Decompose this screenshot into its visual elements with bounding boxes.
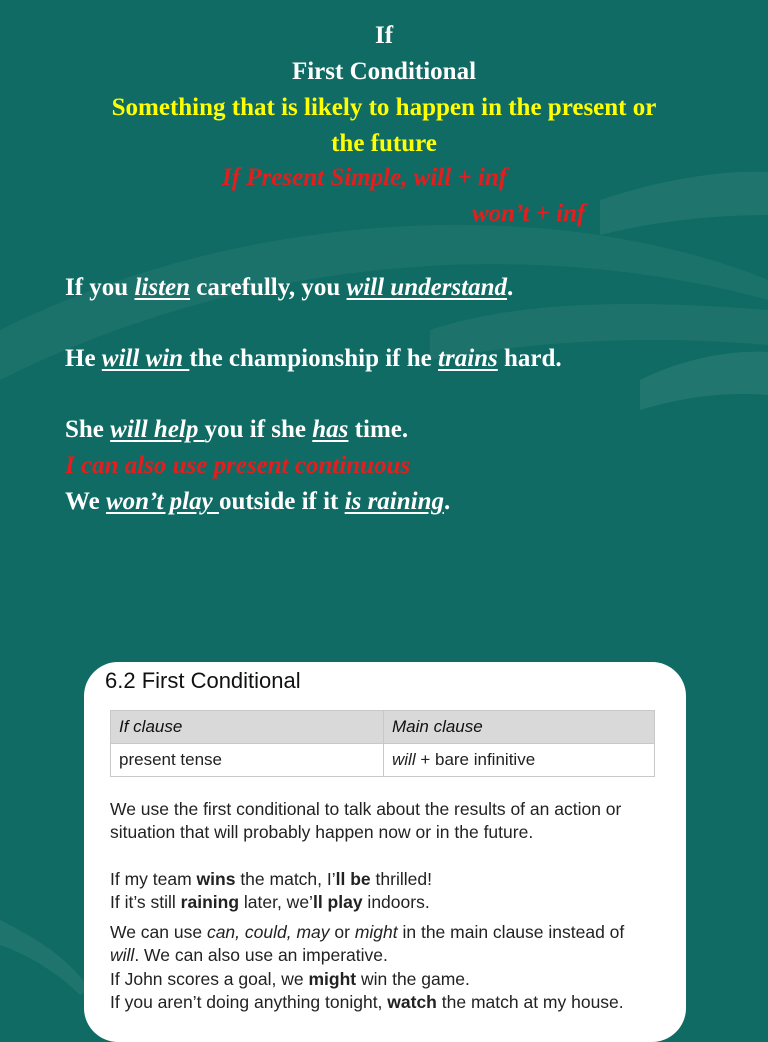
card-example-bold: watch xyxy=(387,992,437,1012)
example-4-text: outside if it xyxy=(218,488,345,515)
card-example-4 xyxy=(110,991,655,1014)
card-title: 6.2 First Conditional xyxy=(105,668,301,693)
table-header-main-clause: Main clause xyxy=(384,711,655,744)
example-1-verb: listen xyxy=(134,274,191,301)
example-4-verb: won’t play xyxy=(105,488,219,515)
example-2-text: hard. xyxy=(497,345,562,372)
formula-line-1: If Present Simple, will + inf xyxy=(222,164,508,191)
example-3-text: time. xyxy=(348,416,409,443)
example-2-verb: will win xyxy=(101,345,190,372)
card-example-bold: raining xyxy=(180,892,240,912)
example-1-text: If you xyxy=(65,274,135,301)
card-example-bold: ll be xyxy=(335,869,371,889)
example-4-text: We xyxy=(65,488,106,515)
example-sentence-4 xyxy=(65,487,450,517)
table-row xyxy=(111,744,655,777)
example-3-verb: will help xyxy=(110,416,205,443)
example-3-text: you if she xyxy=(204,416,313,443)
example-4-text: . xyxy=(444,488,451,515)
card-example-text: indoors. xyxy=(362,892,430,912)
para2-text: . We can also use an imperative. xyxy=(134,945,388,965)
example-2-text: the championship if he xyxy=(189,345,439,372)
card-example-text: the match at my house. xyxy=(436,992,624,1012)
explanation-paragraph-2 xyxy=(110,921,655,967)
card-example-3 xyxy=(110,968,655,991)
table-cell-if-clause: present tense xyxy=(111,744,384,777)
card-example-text: If John scores a goal, we xyxy=(110,969,309,989)
card-example-bold: might xyxy=(308,969,357,989)
slide-title: If xyxy=(374,22,394,49)
card-example-1 xyxy=(110,868,655,891)
card-example-bold: wins xyxy=(196,869,236,889)
table-cell-rest: + bare infinitive xyxy=(415,750,536,769)
card-example-text: If you aren’t doing anything tonight, xyxy=(110,992,388,1012)
para2-text: in the main clause instead of xyxy=(397,922,625,942)
para2-text: or xyxy=(329,922,355,942)
continuous-note: I can also use present continuous xyxy=(65,452,411,479)
para2-italic: will xyxy=(110,945,135,965)
example-2-text: He xyxy=(65,345,102,372)
formula-line-2: won’t + inf xyxy=(472,200,586,227)
para2-italic: might xyxy=(354,922,398,942)
card-example-text: If my team xyxy=(110,869,197,889)
card-example-text: later, we’ xyxy=(239,892,313,912)
table-cell-will: will xyxy=(392,750,416,769)
example-3-verb: has xyxy=(312,416,349,443)
card-example-bold: ll play xyxy=(312,892,363,912)
example-sentence-2 xyxy=(65,344,562,374)
clause-table xyxy=(110,710,655,777)
card-example-text: thrilled! xyxy=(370,869,432,889)
card-example-2 xyxy=(110,891,655,914)
slide-subtitle: First Conditional xyxy=(291,58,477,85)
definition-line-1: Something that is likely to happen in the present or xyxy=(111,94,657,121)
para2-text: We can use xyxy=(110,922,207,942)
example-2-verb: trains xyxy=(438,345,498,372)
explanation-paragraph-1: We use the first conditional to talk about the results of an action or situation that will probably happen now or in the future. xyxy=(110,799,622,842)
card-example-text: If it’s still xyxy=(110,892,181,912)
table-header-row xyxy=(111,711,655,744)
example-sentence-1 xyxy=(65,273,513,303)
card-example-text: win the game. xyxy=(356,969,470,989)
grammar-reference-card xyxy=(84,662,686,1042)
definition-line-2: the future xyxy=(331,130,437,157)
example-3-text: She xyxy=(65,416,111,443)
example-1-text: carefully, you xyxy=(190,274,347,301)
example-1-verb: will understand xyxy=(346,274,508,301)
para2-italic: can, could, may xyxy=(206,922,330,942)
example-4-verb: is raining xyxy=(344,488,444,515)
example-sentence-3 xyxy=(65,415,408,445)
card-example-text: the match, I’ xyxy=(235,869,336,889)
example-1-text: . xyxy=(507,274,514,301)
table-header-if-clause: If clause xyxy=(111,711,384,744)
table-cell-main-clause xyxy=(384,744,655,777)
